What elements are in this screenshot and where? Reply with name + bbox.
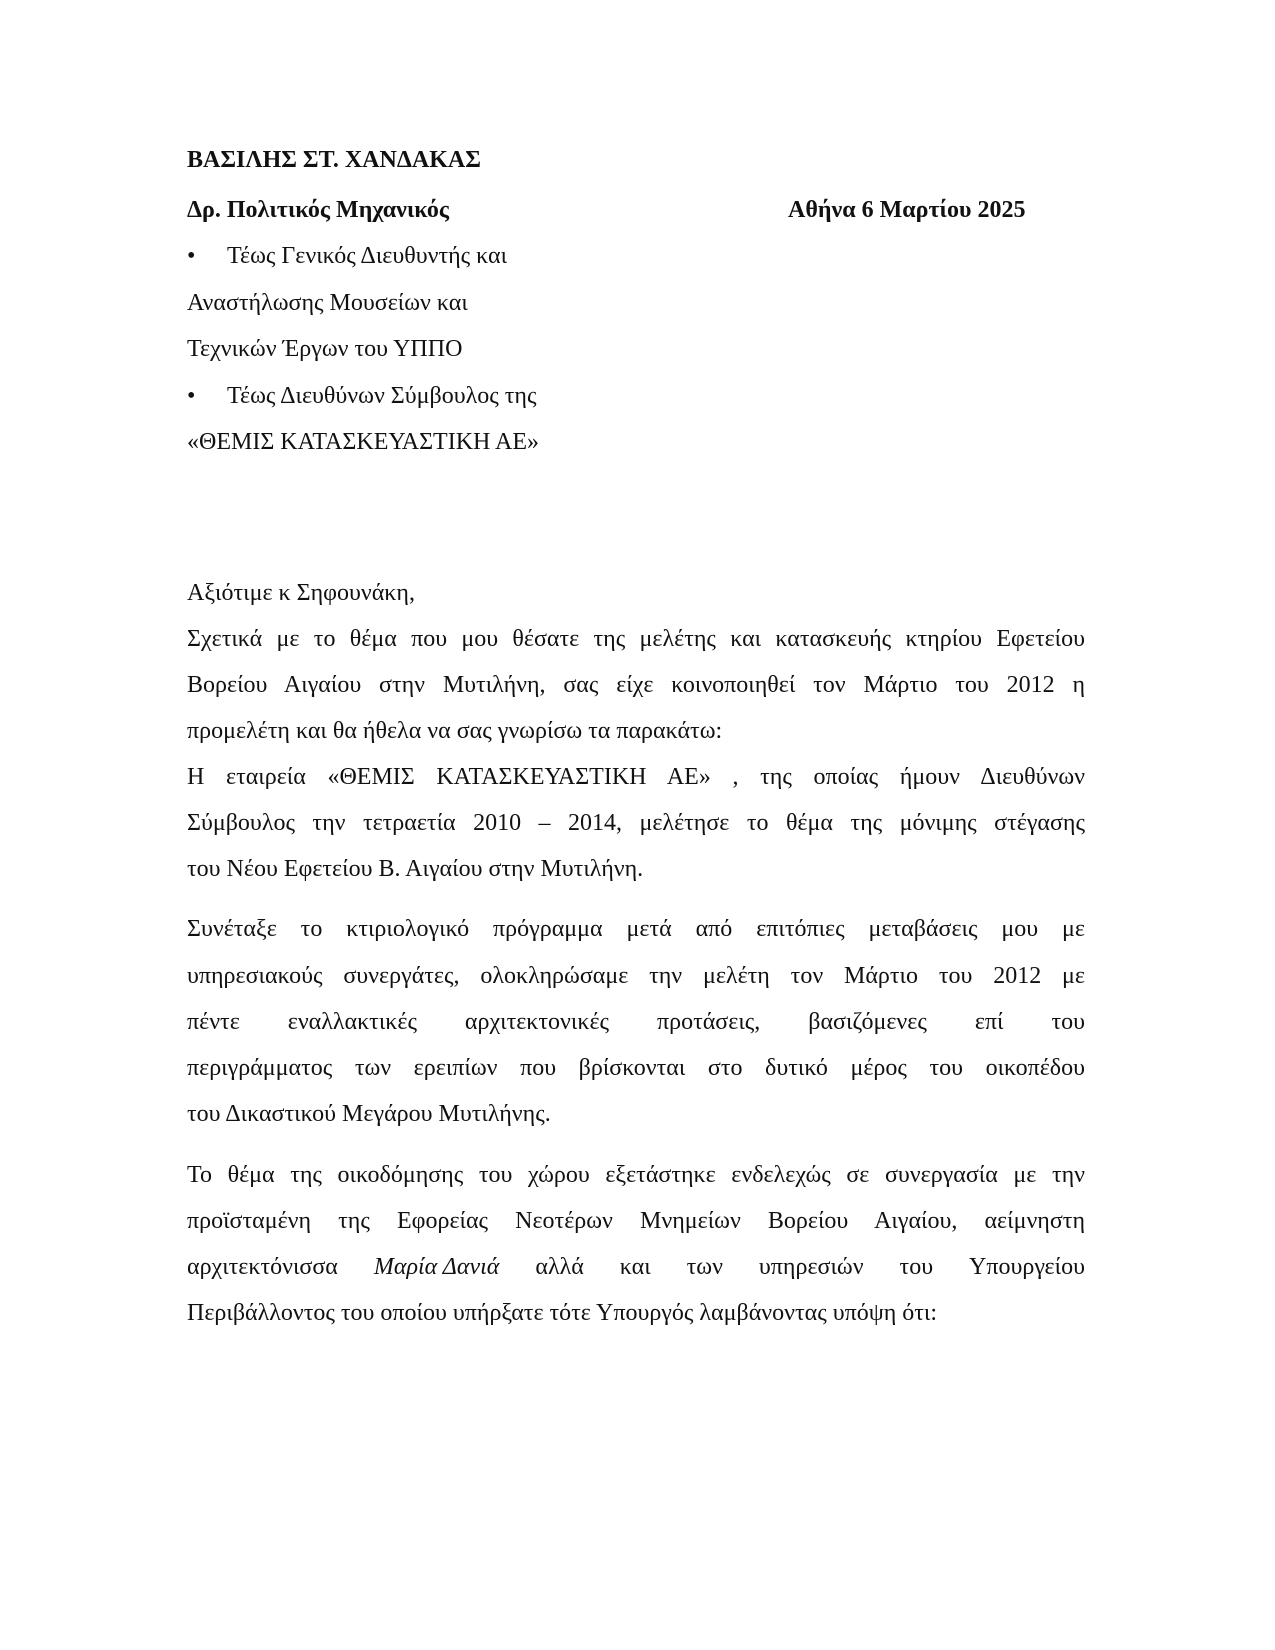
author-name: ΒΑΣΙΛΗΣ ΣΤ. ΧΑΝΔΑΚΑΣ (187, 147, 481, 173)
credential-item-1-line-1: Τέως Γενικός Διευθυντής και (227, 243, 508, 269)
word: του (1051, 1009, 1085, 1035)
paragraph-4-line-2: προϊσταμένη της Εφορείας Νεοτέρων Μνημείων Βορείου Αιγαίου, αείμνηστη (187, 1208, 1085, 1234)
word: υπηρεσιών (758, 1254, 864, 1280)
paragraph-4-line-4: Περιβάλλοντος του οποίου υπήρξατε τότε Υπουργός λαμβάνοντας υπόψη ότι: (187, 1300, 938, 1326)
credential-item-2-line-1: Τέως Διευθύνων Σύμβουλος της (227, 383, 537, 409)
credential-item-2-line-2: «ΘΕΜΙΣ ΚΑΤΑΣΚΕΥΑΣΤΙΚΗ ΑΕ» (187, 429, 540, 455)
salutation: Αξιότιμε κ Σηφουνάκη, (187, 580, 415, 606)
paragraph-3-line-4: περιγράμματος των ερειπίων που βρίσκονται στο δυτικό μέρος του οικοπέδου (187, 1055, 1085, 1081)
word: πέντε (187, 1009, 240, 1035)
paragraph-1-line-1: Σχετικά με το θέμα που μου θέσατε της μελέτης και κατασκευής κτηρίου Εφετείου (187, 626, 1085, 652)
word: του (899, 1254, 934, 1280)
paragraph-4-line-3 (187, 1252, 1085, 1282)
paragraph-2-line-3: του Νέου Εφετείου Β. Αιγαίου στην Μυτιλήνη. (187, 856, 644, 882)
paragraph-3-line-2: υπηρεσιακούς συνεργάτες, ολοκληρώσαμε την μελέτη τον Μάρτιο του 2012 με (187, 963, 1085, 989)
credential-item-1-line-3: Τεχνικών Έργων του ΥΠΠΟ (187, 336, 463, 362)
word: αλλά (535, 1254, 584, 1280)
word: Υπουργείου (969, 1254, 1085, 1280)
credential-item-1-line-2: Αναστήλωσης Μουσείων και (187, 290, 468, 316)
word: αρχιτεκτονικές (464, 1009, 610, 1035)
bullet-icon: • (187, 383, 196, 409)
paragraph-1-line-3: προμελέτη και θα ήθελα να σας γνωρίσω τα παρακάτω: (187, 718, 723, 744)
paragraph-2-line-1: Η εταιρεία «ΘΕΜΙΣ ΚΑΤΑΣΚΕΥΑΣΤΙΚΗ ΑΕ» , της οποίας ήμουν Διευθύνων (187, 764, 1085, 790)
person-name: Μαρία Δανιά (373, 1254, 500, 1280)
word: βασιζόμενες (808, 1009, 927, 1035)
word: των (686, 1254, 723, 1280)
paragraph-3-line-3 (187, 1007, 1085, 1037)
letter-date: Αθήνα 6 Μαρτίου 2025 (788, 197, 1026, 223)
paragraph-4-line-1: Το θέμα της οικοδόμησης του χώρου εξετάστηκε ενδελεχώς σε συνεργασία με την (187, 1162, 1085, 1188)
paragraph-3-line-1: Συνέταξε το κτιριολογικό πρόγραμμα μετά από επιτόπιες μεταβάσεις μου με (187, 916, 1085, 942)
credential-item-1 (187, 241, 507, 271)
author-title: Δρ. Πολιτικός Μηχανικός (187, 197, 450, 223)
word: προτάσεις, (656, 1009, 761, 1035)
paragraph-2-line-2: Σύμβουλος την τετραετία 2010 – 2014, μελέτησε το θέμα της μόνιμης στέγασης (187, 810, 1085, 836)
word: και (619, 1254, 651, 1280)
word: επί (974, 1009, 1004, 1035)
credential-item-2 (187, 381, 536, 411)
paragraph-1-line-2: Βορείου Αιγαίου στην Μυτιλήνη, σας είχε κοινοποιηθεί τον Μάρτιο του 2012 η (187, 672, 1085, 698)
word: αρχιτεκτόνισσα (187, 1254, 338, 1280)
bullet-icon: • (187, 243, 196, 269)
word: εναλλακτικές (287, 1009, 417, 1035)
paragraph-3-line-5: του Δικαστικού Μεγάρου Μυτιλήνης. (187, 1101, 551, 1127)
